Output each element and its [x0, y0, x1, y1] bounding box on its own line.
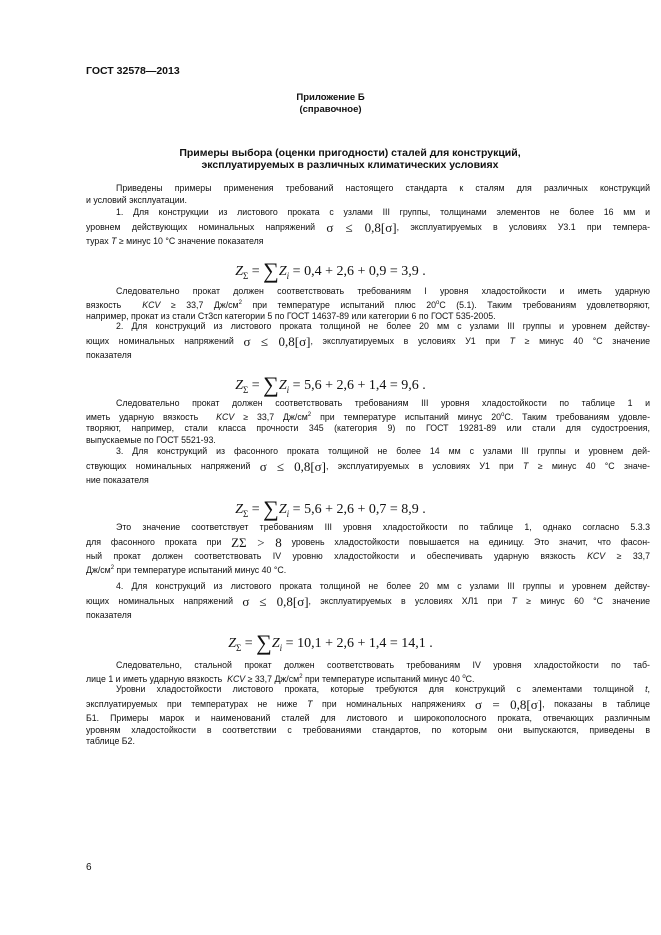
result-3-paragraph — [86, 522, 650, 576]
text-run: , эксплуатируемых в условиях У3.1 при темпера- — [396, 221, 650, 232]
superscript: o — [436, 299, 440, 306]
temperature-symbol: T — [307, 698, 313, 709]
section-title — [120, 147, 580, 171]
formula-values: = 5,6 + 2,6 + 1,4 = 9,6 . — [292, 378, 426, 393]
result-2-line: Следовательно прокат должен соответствовать требованиям III уровня хладостойкости по таблице 1 и — [116, 398, 650, 408]
final-line — [86, 696, 650, 712]
text-run: ≥ минус 40 °C значение — [524, 335, 651, 346]
temperature-symbol: T — [509, 335, 515, 346]
formula-4: $Z_\Sigma = \sum Z_i = 10,1 + 2,6 + 1,4 = 14,1$ . — [228, 630, 433, 655]
text-run: ствующих номинальных напряжений — [86, 460, 251, 471]
example-1-line: 1. Для конструкции из листового проката с узлами III группы, толщинами элементов не более 16 мм и — [116, 207, 650, 217]
superscript: 2 — [238, 299, 242, 306]
formula-3: $Z_\Sigma = \sum Z_i = 5,6 + 2,6 + 0,7 = 8,9$ . — [235, 496, 426, 521]
formula-term: Z — [278, 264, 287, 279]
example-3-line: 3. Для конструкций из фасонного проката толщиной не более 14 мм с узлами III группы и уровнем дей- — [116, 446, 650, 456]
example-2-paragraph — [86, 321, 650, 362]
formula-subscript: Σ — [236, 642, 242, 653]
text-run: , показаны в таблице — [542, 698, 650, 709]
formula-values: = 5,6 + 2,6 + 0,7 = 8,9 . — [292, 502, 426, 517]
text-run: Уровни хладостойкости листового проката, которые требуются для конструкций с элементами толщиной — [116, 684, 634, 694]
text-run: при температуре испытаний плюс 20 — [241, 299, 436, 310]
formula-1: $Z_\Sigma = \sum Z_i = 0,4 + 2,6 + 0,9 = 3,9$ . — [235, 258, 426, 283]
sum-symbol: ∑ — [263, 258, 279, 283]
text-run: иметь ударную вязкость — [86, 411, 199, 422]
final-line: Б1. Примеры марок и наименований сталей для листового и широкополосного проката, отвечающих различным — [86, 713, 650, 724]
text-run: , эксплуатируемых в условиях У1 при — [325, 460, 514, 471]
example-4-paragraph — [86, 581, 650, 622]
result-1-paragraph — [86, 286, 650, 323]
final-line: таблице Б2. — [86, 736, 135, 747]
example-1-line — [86, 219, 650, 235]
final-paragraph — [86, 684, 650, 748]
text-run: при температуре испытаний минус 20 — [311, 411, 502, 422]
text-run: ный прокат должен соответствовать IV уровню хладостойкости и обеспечивать ударную вязкость — [86, 551, 576, 562]
title-line-1: Примеры выбора (оценки пригодности) сталей для конструкций, — [179, 147, 521, 159]
title-line-2: эксплуатируемых в различных климатических условиях — [201, 159, 499, 171]
text-run: ≥ минус 40 °C значе- — [537, 460, 650, 471]
formula-subscript: Σ — [243, 508, 249, 519]
text-run: , эксплуатируемых в условиях У1 при — [310, 335, 500, 346]
superscript: 2 — [110, 564, 115, 571]
formula-2: $Z_\Sigma = \sum Z_i = 5,6 + 2,6 + 1,4 = 9,6$ . — [235, 372, 426, 397]
formula-values: = 0,4 + 2,6 + 0,9 = 3,9 . — [292, 264, 426, 279]
sum-symbol: ∑ — [263, 372, 279, 397]
text-run: ≥ минус 10 °C значение показателя — [118, 236, 264, 247]
result-3-line: Это значение соответствует требованиям III уровня хладостойкости по таблице 1, однако согласно 5.3.3 — [116, 522, 650, 532]
text-run: при номинальных напряжениях — [322, 698, 466, 709]
example-2-line: 2. Для конструкций из листового проката толщиной не более 20 мм с узлами III группы и уровнем действу- — [116, 321, 650, 331]
formula-subscript: i — [286, 270, 290, 281]
text-run: ≥ минус 60 °C значение — [526, 595, 651, 606]
sum-symbol: ∑ — [256, 630, 272, 655]
formula-subscript: i — [286, 384, 290, 395]
text-run: ≥ 33,7 Дж/см — [247, 673, 300, 684]
result-1-line: Следовательно прокат должен соответствовать требованиям I уровня хладостойкости и иметь ударную — [116, 286, 650, 296]
formula-lhs: Z — [235, 502, 244, 517]
result-3-line — [86, 534, 650, 550]
result-4-paragraph — [86, 660, 650, 685]
result-2-paragraph — [86, 398, 650, 446]
example-4-line: 4. Для конструкций из листового проката толщиной не более 20 мм с узлами III группы и уровнем действу- — [116, 581, 650, 591]
result-1-line — [86, 298, 650, 312]
example-3-line: ние показателя — [86, 475, 149, 486]
intro-line: Приведены примеры применения требований настоящего стандарта к сталям для различных конструкций — [116, 183, 650, 193]
text-run: С (5.1). Таким требованиям удовлетворяют, — [439, 299, 650, 310]
final-line — [86, 684, 650, 696]
kcv-symbol: KCV — [142, 299, 161, 310]
example-2-line: показателя — [86, 350, 132, 361]
text-run: , эксплуатируемых в условиях ХЛ1 при — [308, 595, 503, 606]
text-run: турах — [86, 236, 109, 247]
formula-subscript: i — [279, 642, 283, 653]
kcv-symbol: KCV — [216, 411, 235, 422]
formula-term: Z — [278, 378, 287, 393]
text-run: лице 1 и иметь ударную вязкость — [86, 673, 223, 684]
text-run: С. — [465, 673, 475, 684]
superscript: o — [501, 411, 505, 418]
result-3-line — [86, 551, 650, 563]
final-line: уровням хладостойкости в соответствии с требованиями стандартов, по которым они выпускаются, приведены в — [86, 724, 650, 735]
formula-values: = 10,1 + 2,6 + 1,4 = 14,1 . — [285, 636, 433, 651]
formula-subscript: i — [286, 508, 290, 519]
result-2-line — [86, 410, 650, 424]
result-4-line: Следовательно, стальной прокат должен соответствовать требованиям IV уровня хладостойкости по таб- — [116, 660, 650, 670]
text-run: С. Таким требованиям удовле- — [504, 411, 650, 422]
text-run: , — [647, 684, 650, 694]
text-run: ≥ 33,7 — [616, 551, 650, 562]
text-run: для фасонного проката при — [86, 536, 222, 547]
text-run: уровень хладостойкости повышается на единицу. Это значит, что фасон- — [291, 536, 650, 547]
text-run: при температуре испытаний минус 40 — [302, 673, 463, 684]
temperature-symbol: T — [511, 595, 517, 606]
text-run: Дж/см — [86, 564, 111, 575]
formula-lhs: Z — [235, 378, 244, 393]
text-run: эксплуатируемых при температурах не ниже — [86, 698, 298, 709]
text-run: при температуре испытаний минус 40 °С. — [114, 564, 287, 575]
text-run: ющих номинальных напряжений — [86, 335, 234, 346]
superscript: o — [462, 673, 466, 680]
formula-subscript: Σ — [243, 384, 249, 395]
result-2-line: творяют, например, стали класса прочности 345 (категория 9) по ГОСТ 19281-89 или стали для судостроения, — [86, 423, 650, 434]
temperature-symbol: T — [111, 236, 117, 247]
result-1-line: например, прокат из стали Ст3сп категории 5 по ГОСТ 14637-89 или категории 6 по ГОСТ 535-2005. — [86, 311, 496, 322]
formula-subscript: Σ — [243, 270, 249, 281]
superscript: 2 — [307, 411, 312, 418]
intro-line: и условий эксплуатации. — [86, 194, 187, 205]
example-1-line — [86, 236, 650, 248]
result-2-line: выпускаемые по ГОСТ 5521-93. — [86, 434, 216, 445]
kcv-symbol: KCV — [227, 673, 246, 684]
kcv-symbol: KCV — [587, 551, 606, 562]
stress-condition: σ ≤ 0,8[σ] — [259, 458, 326, 474]
formula-lhs: Z — [235, 264, 244, 279]
standard-header: ГОСТ 32578—2013 — [86, 65, 180, 77]
annex-type: (справочное) — [299, 104, 362, 115]
result-3-line — [86, 563, 650, 577]
formula-term: Z — [278, 502, 287, 517]
example-4-line — [86, 593, 651, 609]
text-run: вязкость — [86, 299, 122, 310]
intro-paragraph — [86, 183, 650, 206]
page-number: 6 — [86, 862, 92, 873]
example-4-line: показателя — [86, 610, 132, 621]
text-run: ≥ 33,7 Дж/см — [243, 411, 308, 422]
formula-term: Z — [271, 636, 280, 651]
annex-title: Приложение Б — [296, 92, 365, 103]
example-3-paragraph — [86, 446, 650, 487]
stress-equality: σ = 0,8[σ] — [474, 696, 543, 712]
thickness-symbol: t — [645, 684, 648, 694]
temperature-symbol: T — [523, 460, 529, 471]
zsum-condition: ZΣ > 8 — [231, 534, 282, 550]
stress-condition: σ ≤ 0,8[σ] — [243, 333, 311, 349]
example-3-line — [86, 458, 650, 474]
superscript: 2 — [299, 673, 303, 680]
text-run: ющих номинальных напряжений — [86, 595, 234, 606]
formula-lhs: Z — [228, 636, 237, 651]
example-2-line — [86, 333, 651, 349]
stress-condition: σ ≤ 0,8[σ] — [326, 219, 397, 235]
sum-symbol: ∑ — [263, 496, 279, 521]
stress-condition: σ ≤ 0,8[σ] — [242, 593, 309, 609]
example-1-paragraph — [86, 207, 650, 248]
text-run: ≥ 33,7 Дж/см — [170, 299, 239, 310]
text-run: уровнем действующих номинальных напряжений — [86, 221, 316, 232]
